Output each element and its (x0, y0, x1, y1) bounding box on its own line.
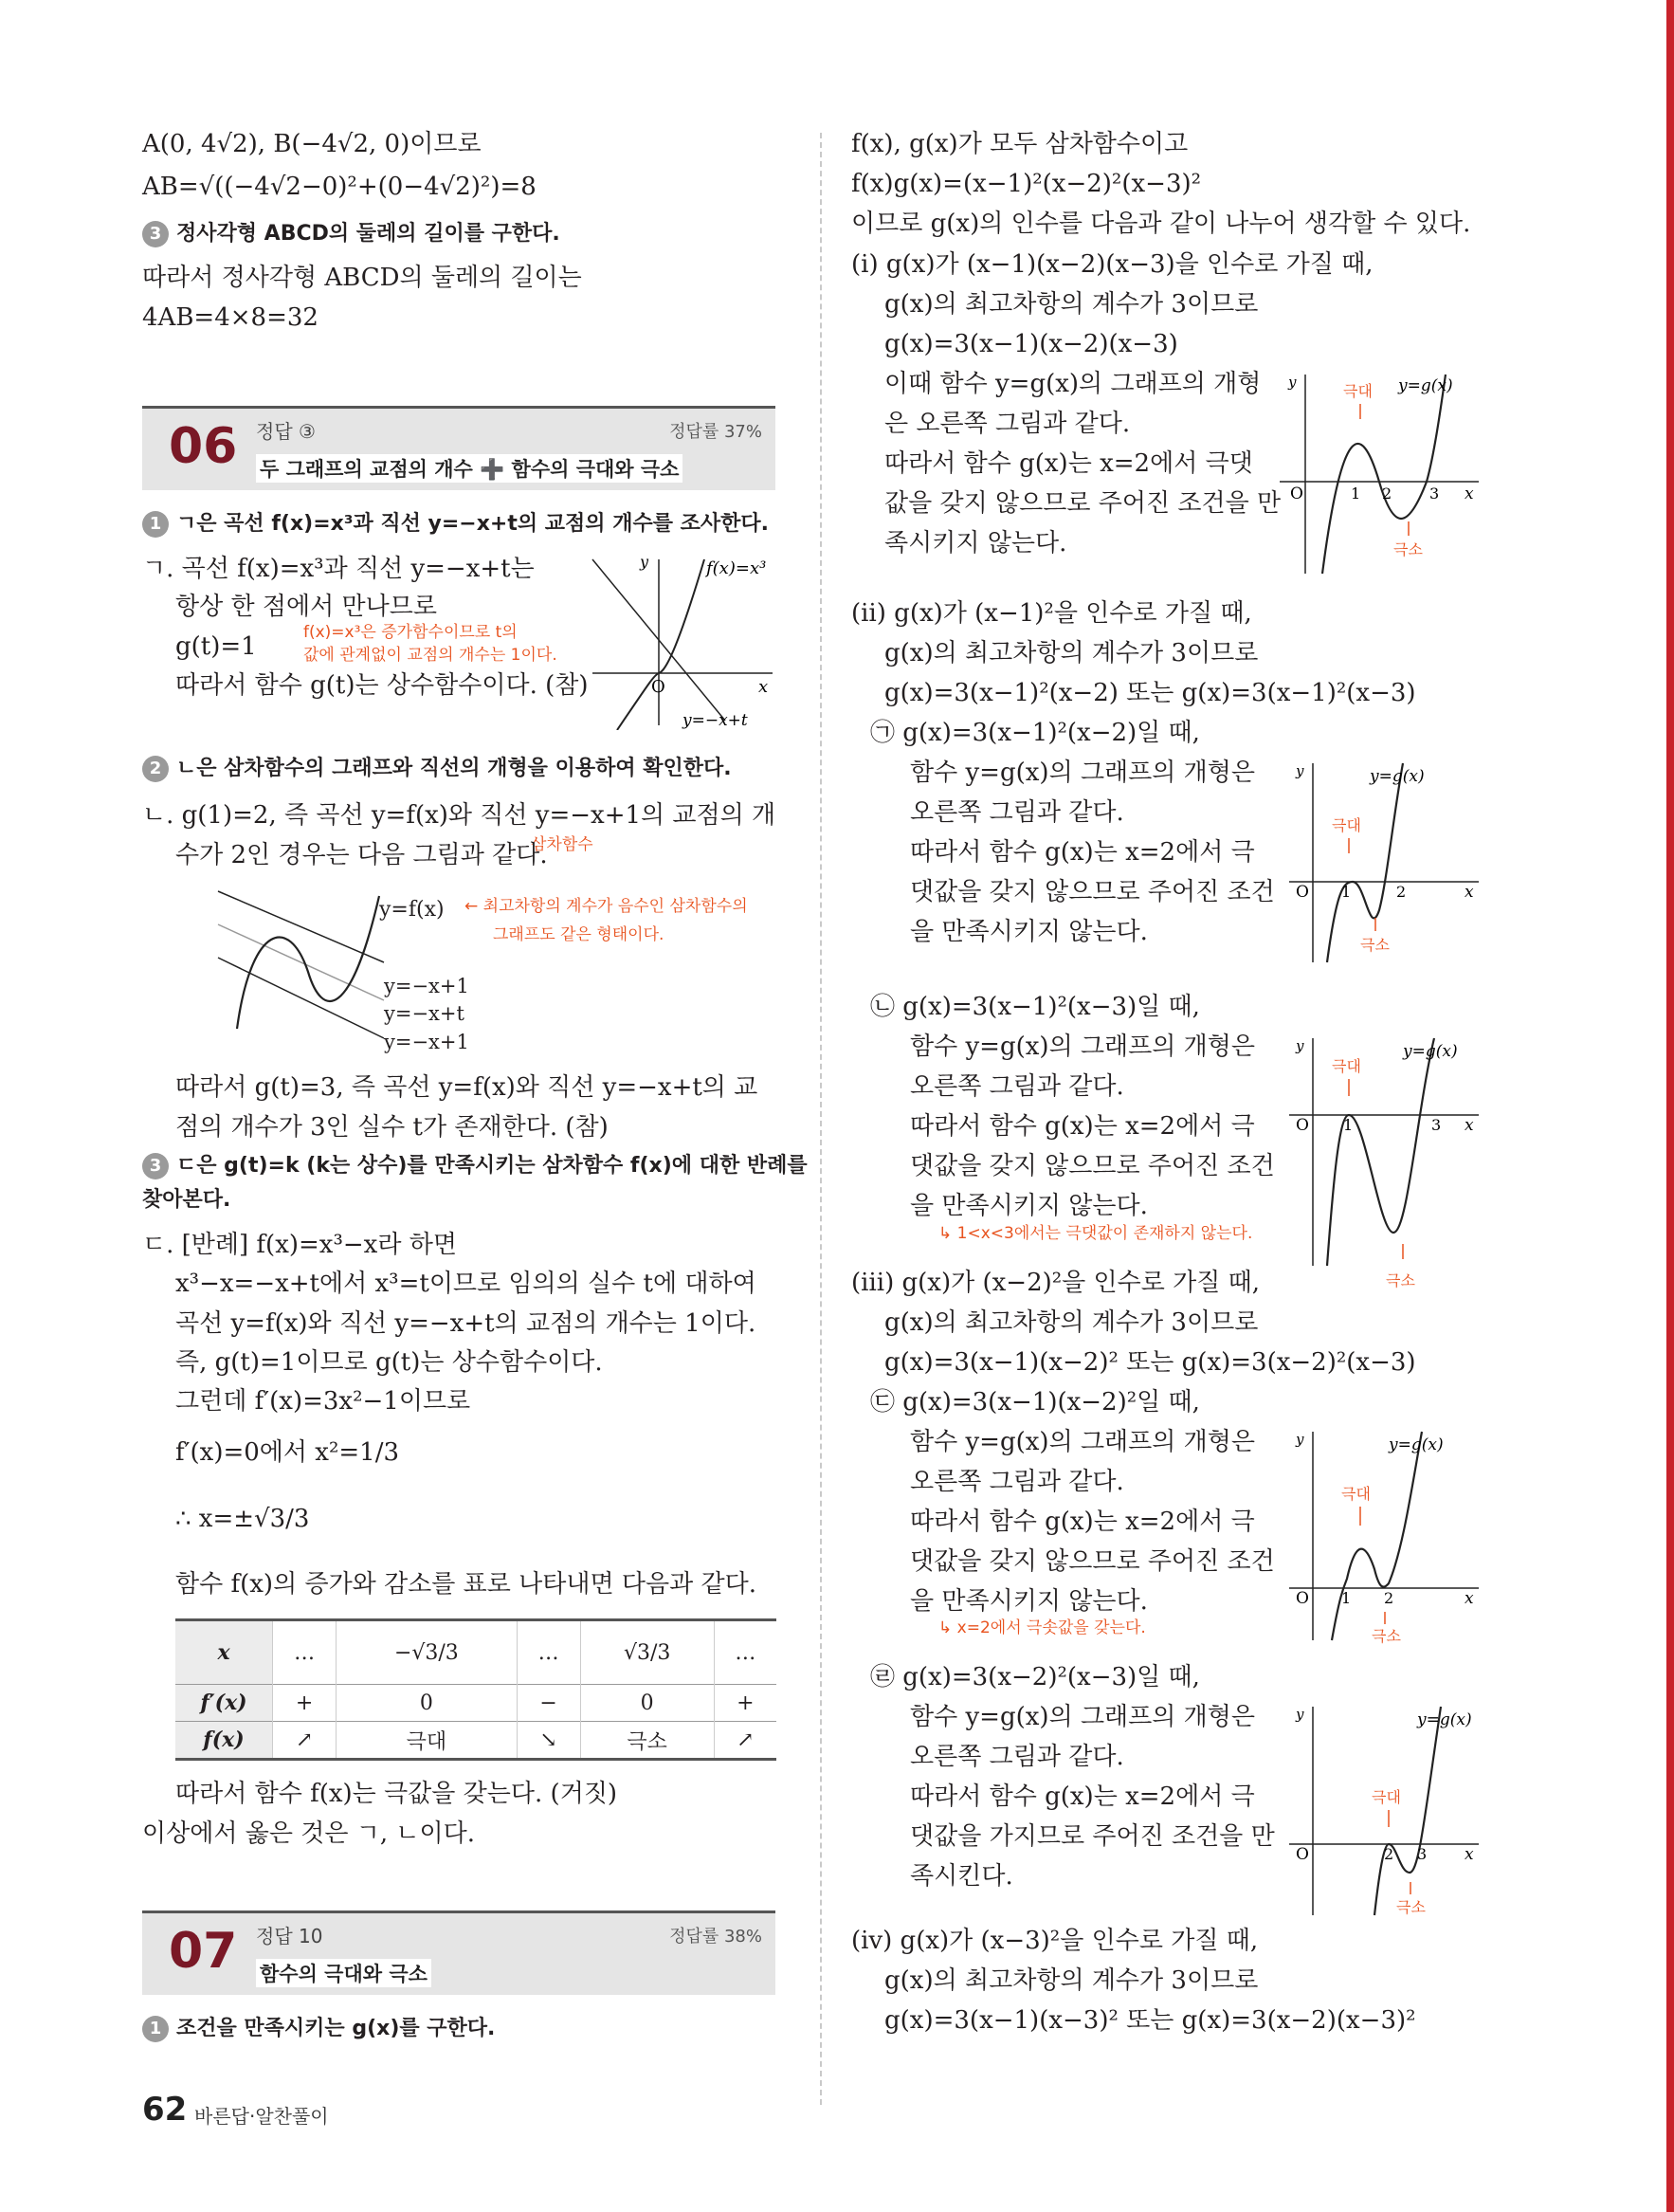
step-heading (142, 1152, 808, 1180)
line-label: y=−x+t (682, 711, 748, 730)
text-line: 즉, g(t)=1이므로 g(t)는 상수함수이다. (175, 1348, 603, 1377)
step-number: 3 (142, 221, 169, 247)
table-cell: 0 (337, 1685, 517, 1722)
text-line: 따라서 정사각형 ABCD의 둘레의 길이는 (142, 264, 582, 292)
subcase-heading: ㉢ g(x)=3(x−1)(x−2)²일 때, (870, 1388, 1200, 1417)
origin-label: O (651, 677, 665, 697)
subcase-heading: ㉠ g(x)=3(x−1)²(x−2)일 때, (870, 719, 1200, 747)
svg-text:x: x (1465, 1116, 1474, 1135)
step-number: 1 (142, 511, 169, 538)
svg-text:y=g(x): y=g(x) (1389, 1435, 1444, 1454)
step-number: 1 (142, 2016, 169, 2042)
text-line: g(x)=3(x−1)(x−2)² 또는 g(x)=3(x−2)²(x−3) (884, 1348, 1416, 1377)
correct-rate: 정답률 37% (669, 422, 762, 442)
table-cell: 0 (580, 1685, 714, 1722)
problem-number: 06 (169, 418, 238, 475)
subcase-heading: ㉣ g(x)=3(x−2)²(x−3)일 때, (870, 1663, 1200, 1691)
svg-text:x: x (1465, 883, 1474, 902)
line-label: y=−x+1 (384, 1031, 469, 1053)
text-line: 함수 y=g(x)의 그래프의 개형은 (910, 1428, 1256, 1456)
graph-case-iii-b (1284, 1702, 1483, 1920)
line-label: y=−x+1 (384, 975, 469, 997)
text-line: g(x)=3(x−1)²(x−2) 또는 g(x)=3(x−1)²(x−3) (884, 679, 1416, 707)
column-divider (820, 133, 822, 2105)
text-line: 을 만족시키지 않는다. (910, 1587, 1148, 1616)
graph-case-ii-b (1284, 1033, 1483, 1271)
text-line: 댓값을 갖지 않으므로 주어진 조건 (910, 1547, 1275, 1576)
text-line: 값을 갖지 않으므로 주어진 조건을 만 (884, 489, 1282, 518)
step-heading (142, 755, 732, 783)
min-label: 극소 (1386, 1271, 1415, 1289)
text-line: 댓값을 갖지 않으므로 주어진 조건 (910, 1152, 1275, 1180)
table-cell: + (273, 1685, 337, 1722)
text-line: 곡선 y=f(x)와 직선 y=−x+t의 교점의 개수는 1이다. (175, 1309, 756, 1338)
text-line: 함수 y=g(x)의 그래프의 개형은 (910, 759, 1256, 787)
svg-text:극소: 극소 (1372, 1627, 1401, 1645)
svg-text:y: y (1296, 1706, 1304, 1723)
book-title: 바른답·알찬풀이 (194, 2105, 329, 2128)
text-line: 오른쪽 그림과 같다. (910, 1468, 1124, 1496)
svg-text:1: 1 (1341, 1589, 1352, 1607)
svg-text:y=g(x): y=g(x) (1398, 376, 1453, 395)
svg-text:y: y (1296, 1431, 1304, 1448)
handwritten-note: ↳ 1<x<3에서는 극댓값이 존재하지 않는다. (938, 1224, 1253, 1243)
svg-text:x: x (1465, 1589, 1474, 1608)
text-line: 댓값을 갖지 않으므로 주어진 조건 (910, 878, 1275, 906)
table-cell: ↗ (714, 1722, 776, 1760)
handwritten-note: 값에 관계없이 교점의 개수는 1이다. (303, 646, 557, 665)
svg-text:극소: 극소 (1396, 1898, 1426, 1916)
table-cell: x (175, 1620, 273, 1685)
page-edge-bar (1666, 0, 1674, 2212)
axis-label-x: x (758, 677, 769, 697)
page-number: 62 (142, 2091, 188, 2129)
handwritten-note: ← 최고차항의 계수가 음수인 삼차함수의 (464, 897, 748, 916)
svg-text:1: 1 (1343, 1116, 1354, 1134)
step-heading (142, 510, 769, 539)
table-cell: −√3/3 (337, 1620, 517, 1685)
text-line: AB=√((−4√2−0)²+(0−4√2)²)=8 (142, 173, 537, 201)
step-text: ㄱ은 곡선 f(x)=x³과 직선 y=−x+t의 교점의 개수를 조사한다. (176, 512, 769, 536)
text-line: g(x)의 최고차항의 계수가 3이므로 (884, 639, 1259, 667)
text-line: 을 만족시키지 않는다. (910, 1192, 1148, 1220)
svg-text:3: 3 (1417, 1845, 1428, 1863)
table-cell: 극소 (580, 1722, 714, 1760)
step-text: ㄴ은 삼차함수의 그래프와 직선의 개형을 이용하여 확인한다. (176, 757, 732, 780)
problem-header-06 (142, 406, 775, 490)
text-line: 오른쪽 그림과 같다. (910, 1743, 1124, 1771)
increase-decrease-table (175, 1618, 776, 1761)
svg-text:O: O (1296, 1116, 1309, 1135)
correct-rate: 정답률 38% (669, 1927, 762, 1947)
text-line: x³−x=−x+t에서 x³=t이므로 임의의 실수 t에 대하여 (175, 1270, 756, 1298)
svg-text:y: y (1288, 374, 1297, 391)
case-heading: (ⅲ) g(x)가 (x−2)²을 인수로 가질 때, (851, 1269, 1261, 1297)
step-number: 3 (142, 1153, 169, 1179)
svg-text:2: 2 (1384, 1845, 1394, 1863)
text-line: 오른쪽 그림과 같다. (910, 1072, 1124, 1101)
text-line: g(x)의 최고차항의 계수가 3이므로 (884, 290, 1259, 319)
svg-text:x: x (1465, 484, 1474, 503)
graph-case-i (1275, 370, 1483, 578)
text-line: ㄷ. [반례] f(x)=x³−x라 하면 (142, 1231, 457, 1259)
text-line: g(x)=3(x−1)(x−2)(x−3) (884, 330, 1178, 358)
svg-text:극소: 극소 (1393, 540, 1423, 558)
svg-text:O: O (1296, 883, 1309, 902)
text-line: f′(x)=0에서 x²=1/3 (175, 1438, 400, 1467)
text-line: 그런데 f′(x)=3x²−1이므로 (175, 1387, 471, 1416)
svg-text:2: 2 (1384, 1589, 1394, 1607)
text-line: g(x)의 최고차항의 계수가 3이므로 (884, 1966, 1259, 1995)
graph-cubic-three-lines (213, 887, 393, 1057)
step-text: ㄷ은 g(t)=k (k는 상수)를 만족시키는 삼차함수 f(x)에 대한 반례를 (176, 1154, 808, 1178)
svg-text:x: x (1465, 1845, 1474, 1864)
text-line: 족시킨다. (910, 1862, 1013, 1891)
table-cell: … (714, 1620, 776, 1685)
text-line: 이므로 g(x)의 인수를 다음과 같이 나누어 생각할 수 있다. (851, 210, 1471, 238)
step-text: 조건을 만족시키는 g(x)를 구한다. (176, 2017, 496, 2040)
svg-text:1: 1 (1341, 883, 1352, 901)
text-line: ∴ x=±√3/3 (175, 1505, 310, 1533)
answer-label: 정답 ③ (256, 420, 316, 443)
table-row (175, 1620, 776, 1685)
curve-label: f(x)=x³ (706, 558, 767, 578)
svg-text:2: 2 (1382, 484, 1392, 503)
handwritten-note: 그래프도 같은 형태이다. (493, 925, 664, 944)
table-cell: − (517, 1685, 580, 1722)
svg-text:y=g(x): y=g(x) (1417, 1710, 1472, 1729)
svg-text:3: 3 (1431, 1116, 1442, 1134)
svg-text:O: O (1296, 1589, 1309, 1608)
svg-text:1: 1 (1351, 484, 1361, 503)
graph-case-iii-a (1284, 1427, 1483, 1645)
problem-header-07 (142, 1910, 775, 1995)
table-cell: … (273, 1620, 337, 1685)
text-line: 족시키지 않는다. (884, 529, 1067, 558)
table-cell: f(x) (175, 1722, 273, 1760)
graph-cubic-line (583, 550, 782, 730)
handwritten-note: ↳ x=2에서 극솟값을 갖는다. (938, 1618, 1146, 1637)
text-line: 오른쪽 그림과 같다. (910, 798, 1124, 827)
text-line: f(x)g(x)=(x−1)²(x−2)²(x−3)² (851, 170, 1202, 198)
problem-topic: 함수의 극대와 극소 (256, 1959, 431, 1987)
text-line: 따라서 함수 g(t)는 상수함수이다. (참) (175, 671, 589, 700)
table-row (175, 1722, 776, 1760)
svg-text:극대: 극대 (1332, 816, 1361, 834)
text-line: 따라서 함수 f(x)는 극값을 갖는다. (거짓) (175, 1780, 618, 1808)
svg-text:극대: 극대 (1332, 1057, 1361, 1075)
text-line: ㄴ. g(1)=2, 즉 곡선 y=f(x)와 직선 y=−x+1의 교점의 개 (142, 801, 776, 830)
step-number: 2 (142, 756, 169, 782)
table-cell: ↘ (517, 1722, 580, 1760)
text-line: g(x)의 최고차항의 계수가 3이므로 (884, 1308, 1259, 1337)
text-line: 따라서 g(t)=3, 즉 곡선 y=f(x)와 직선 y=−x+t의 교 (175, 1073, 758, 1102)
text-line: f(x), g(x)가 모두 삼차함수이고 (851, 130, 1189, 158)
table-cell: f′(x) (175, 1685, 273, 1722)
text-line: 함수 y=g(x)의 그래프의 개형은 (910, 1703, 1256, 1731)
text-line: g(t)=1 (175, 632, 257, 661)
text-line: 함수 f(x)의 증가와 감소를 표로 나타내면 다음과 같다. (175, 1570, 757, 1599)
text-line: 4AB=4×8=32 (142, 303, 318, 332)
axis-label-y: y (640, 553, 649, 571)
problem-number: 07 (169, 1923, 238, 1980)
subcase-heading: ㉡ g(x)=3(x−1)²(x−3)일 때, (870, 993, 1200, 1021)
curve-label: y=f(x) (379, 898, 445, 922)
svg-text:극소: 극소 (1360, 936, 1390, 954)
text-line: 이때 함수 y=g(x)의 그래프의 개형 (884, 370, 1262, 398)
graph-case-ii-a (1284, 759, 1483, 967)
step-heading-cont: 찾아본다. (142, 1188, 231, 1212)
svg-text:극대: 극대 (1372, 1788, 1401, 1806)
text-line: 따라서 함수 g(x)는 x=2에서 극 (910, 838, 1255, 867)
problem-topic: 두 그래프의 교점의 개수 ➕ 함수의 극대와 극소 (256, 454, 682, 483)
text-line: 을 만족시키지 않는다. (910, 918, 1148, 946)
handwritten-note: f(x)=x³은 증가함수이므로 t의 (303, 623, 518, 642)
svg-text:y=g(x): y=g(x) (1370, 767, 1425, 786)
table-row (175, 1685, 776, 1722)
text-line: 수가 2인 경우는 다음 그림과 같다. (175, 841, 548, 869)
text-line: 따라서 함수 g(x)는 x=2에서 극 (910, 1508, 1255, 1536)
svg-text:y: y (1296, 1037, 1304, 1054)
text-line: 은 오른쪽 그림과 같다. (884, 410, 1131, 438)
svg-text:y=g(x): y=g(x) (1403, 1042, 1458, 1061)
svg-text:극대: 극대 (1343, 382, 1373, 400)
svg-text:O: O (1296, 1845, 1309, 1864)
text-line: g(x)=3(x−1)(x−3)² 또는 g(x)=3(x−2)(x−3)² (884, 2006, 1416, 2035)
table-cell: + (714, 1685, 776, 1722)
table-cell: … (517, 1620, 580, 1685)
answer-label: 정답 10 (256, 1925, 323, 1947)
case-heading: (ⅰ) g(x)가 (x−1)(x−2)(x−3)을 인수로 가질 때, (851, 250, 1374, 279)
case-heading: (ⅱ) g(x)가 (x−1)²을 인수로 가질 때, (851, 599, 1252, 628)
text-line: 함수 y=g(x)의 그래프의 개형은 (910, 1033, 1256, 1061)
svg-text:3: 3 (1429, 484, 1440, 503)
svg-text:y: y (1296, 762, 1304, 779)
text-line: ㄱ. 곡선 f(x)=x³과 직선 y=−x+t는 (142, 555, 535, 583)
table-cell: 극대 (337, 1722, 517, 1760)
text-line: 항상 한 점에서 만나므로 (175, 593, 437, 621)
step-heading (142, 2015, 495, 2043)
step-heading (142, 220, 560, 248)
text-line: 댓값을 가지므로 주어진 조건을 만 (910, 1822, 1275, 1851)
text-line: 이상에서 옳은 것은 ㄱ, ㄴ이다. (142, 1819, 475, 1848)
text-line: 따라서 함수 g(x)는 x=2에서 극댓 (884, 449, 1253, 478)
svg-text:2: 2 (1396, 883, 1407, 901)
table-cell: √3/3 (580, 1620, 714, 1685)
svg-text:극대: 극대 (1341, 1485, 1371, 1503)
handwritten-note: 삼차함수 (531, 835, 593, 854)
step-text: 정사각형 ABCD의 둘레의 길이를 구한다. (176, 222, 560, 246)
line-label: y=−x+t (384, 1002, 464, 1025)
text-line: 따라서 함수 g(x)는 x=2에서 극 (910, 1112, 1255, 1141)
text-line: 따라서 함수 g(x)는 x=2에서 극 (910, 1782, 1255, 1811)
svg-text:O: O (1290, 484, 1303, 503)
case-heading: (ⅳ) g(x)가 (x−3)²을 인수로 가질 때, (851, 1927, 1259, 1955)
table-cell: ↗ (273, 1722, 337, 1760)
text-line: 점의 개수가 3인 실수 t가 존재한다. (참) (175, 1113, 609, 1142)
text-line: A(0, 4√2), B(−4√2, 0)이므로 (142, 130, 482, 158)
